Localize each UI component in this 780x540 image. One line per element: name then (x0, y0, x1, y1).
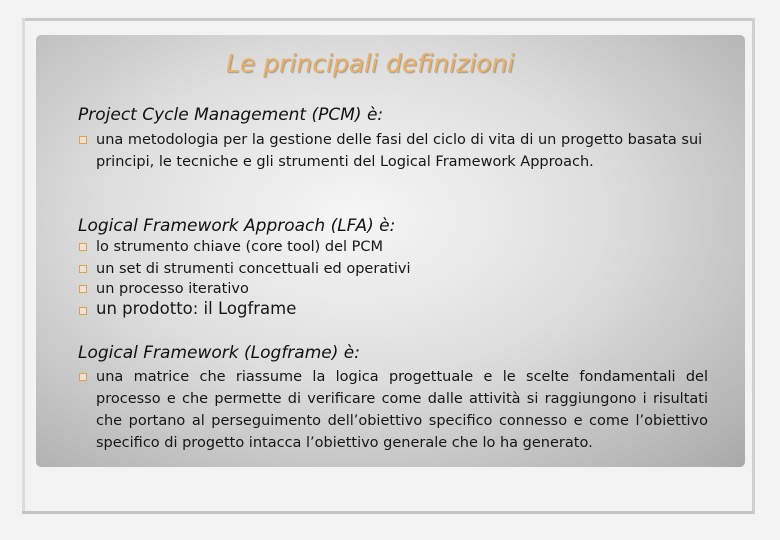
lfa-item-iterative-process: un processo iterativo (96, 281, 249, 297)
section-heading-pcm: Project Cycle Management (PCM) è: (78, 105, 384, 125)
slide-frame-right (752, 18, 755, 514)
bullet-square-icon (79, 136, 87, 144)
bullet-square-icon (79, 307, 87, 315)
lfa-item-tool-set: un set di strumenti concettuali ed operativi (96, 261, 411, 277)
section-heading-lfa: Logical Framework Approach (LFA) è: (78, 216, 396, 236)
pcm-definition-text: una metodologia per la gestione delle fasi del ciclo di vita di un progetto basata sui principi, le tecniche e gli strumenti del Logical Framework Approach. (96, 132, 703, 170)
slide-frame-left (22, 18, 25, 514)
section-heading-logframe: Logical Framework (Logframe) è: (78, 343, 360, 363)
bullet-square-icon (79, 243, 87, 251)
slide-frame-bottom (22, 511, 754, 514)
lfa-item-core-tool: lo strumento chiave (core tool) del PCM (96, 239, 384, 255)
bullet-square-icon (79, 265, 87, 273)
bullet-square-icon (79, 373, 87, 381)
bullet-square-icon (79, 285, 87, 293)
lfa-item-logframe-product: un prodotto: il Logframe (96, 299, 297, 318)
slide-title: Le principali definizioni (226, 49, 515, 78)
logframe-definition-text: una matrice che riassume la logica progettuale e le scelte fondamentali del processo e che permette di verificare come dalle attività si raggiungono i risultati che portano al perseguimento dell’obiettivo specifico connesso e come l’obiettivo specifico di progetto intacca l’obiettivo generale che lo ha generato. (96, 369, 708, 451)
slide-frame-top (22, 18, 754, 21)
